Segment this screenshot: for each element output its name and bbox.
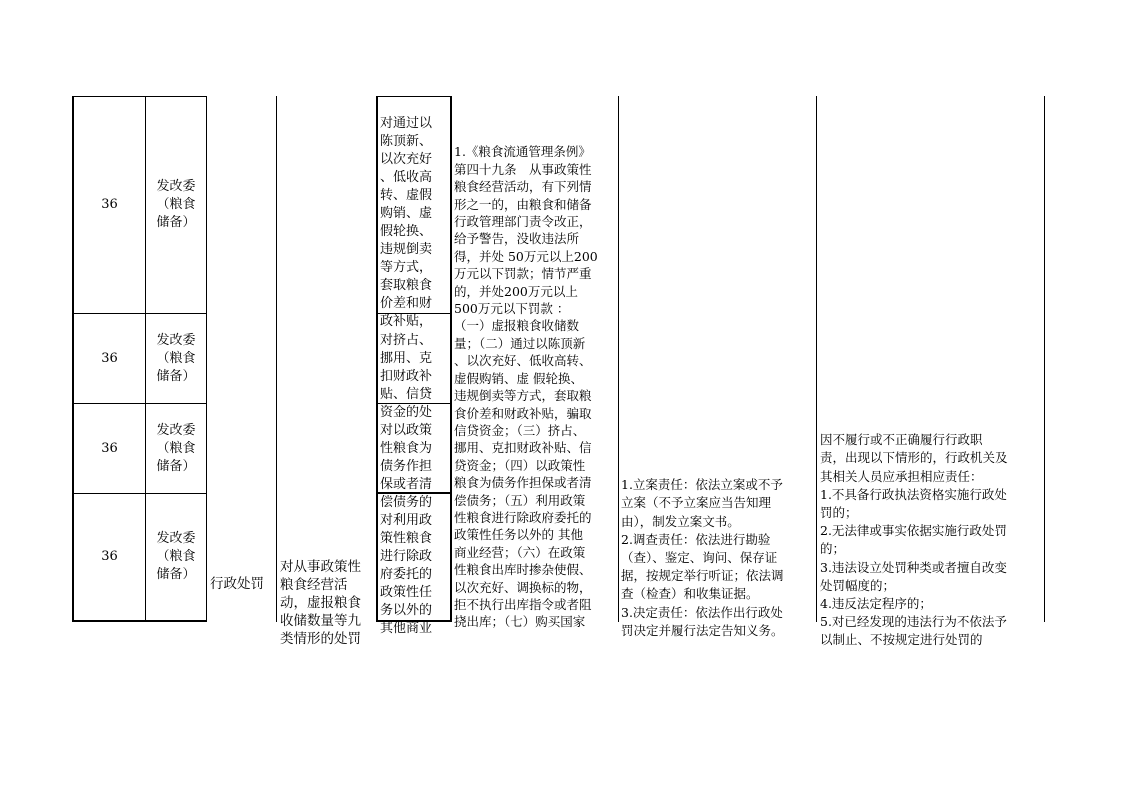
row-1-sub-item: [380, 97, 448, 329]
row-2-department: [146, 314, 206, 403]
row-number-text: 36: [101, 197, 118, 212]
row-1-number: [74, 97, 145, 313]
sub-item-text: 对通过以 陈顶新、 以次充好 、低收高 转、虚假 购销、虚 假轮换、 违规倒卖 等方式， 套取粮食 价差和财 政补贴，: [380, 116, 433, 329]
department-text: 发改委 （粮食 储备）: [156, 332, 196, 384]
row-4-sub-item: [380, 494, 448, 636]
row-number-text: 36: [101, 350, 118, 366]
category-cell: [210, 575, 276, 595]
sub-item-text: 对利用政 策性粮食 进行除政 府委托的 政策性任 务以外的 其他商业: [380, 513, 433, 636]
sub-item-text: 对以政策 性粮食为 债务作担 保或者清 偿债务的: [380, 423, 433, 510]
department-text: 发改委 （粮食 储备）: [156, 422, 196, 474]
accountability-cell: [820, 413, 1044, 648]
row-4-department: [146, 494, 206, 620]
col-divider-dept: [206, 96, 207, 622]
department-text: 发改委 （粮食 储备）: [156, 179, 196, 230]
row-4-number: [74, 494, 145, 620]
accountability-text: 因不履行或不正确履行行政职 责，出现以下情形的，行政机关及 其相关人员应承担相应责任： 1.不具备行政执法资格实施行政处 罚的； 2.无法律或事实依据实施行政处罚 的； 3.违法设立处罚种类或者擅自改变 处罚幅度的； 4.违反法定程序的； 5.对已经发现的违法行为不依法予 以制止、不按规定进行处罚的: [820, 432, 1008, 648]
row-2-sub-item: [380, 314, 448, 420]
legal-basis-cell: [454, 126, 618, 630]
col-divider-resp: [816, 96, 817, 622]
responsibility-cell: [621, 458, 816, 638]
col-divider-category: [276, 96, 277, 622]
category-text: 行政处罚: [210, 576, 264, 592]
row-1-department: [146, 97, 206, 313]
table-bottom-border: [72, 620, 206, 622]
legal-basis-text: 1.《粮食流通管理条例》 第四十九条 从事政策性 粮食经营活动，有下列情 形之一的，由粮食和储备 行政管理部门责令改正， 给予警告，没收违法所 得，并处 50万元以上200 万元以下罚款；情节严重 的，并处200万元以上 500万元以下罚款 ： （一）虚报粮食收储数 量；（二）通过以陈顶新 、以次充好、低收高转、 虚假购销、虚 假轮换、 违规倒卖等方式，套取粮 食价差和财政补贴，骗取 信贷资金；（三）挤占、 挪用、克扣财政补贴、信 贷资金；（四）以政策性 粮食为债务作担保或者清 偿债务；（五）利用政策 性粮食进行除政府委托的 政策性任务以外的 其他 商业经营；（六）在政策 性粮食出库时掺杂使假、 以次充好、调换标的物， 拒不执行出库指令或者阻 挠出库；（七）购买国家: [454, 144, 598, 630]
right-border: [1044, 96, 1045, 622]
item-name-text: 对从事政策性 粮食经营活 动，虚报粮食 收储数量等九 类情形的处罚: [280, 559, 361, 647]
item-name-cell: [280, 540, 375, 647]
row-3-sub-item: [380, 404, 448, 510]
responsibility-text: 1.立案责任：依法立案或不予 立案（不予立案应当告知理 由），制发立案文书。 2.调查责任：依法进行勘验 （查）、鉴定、询问、保存证 据，按规定举行听证；依法调 查（检查）和收集证据。 3.决定责任：依法作出行政处 罚决定并履行法定告知义务。: [621, 477, 784, 638]
row-number-text: 36: [101, 549, 118, 564]
row-3-department: [146, 404, 206, 493]
row-3-number: [74, 404, 145, 493]
row-number-text: 36: [101, 440, 118, 456]
col-divider-basis: [618, 96, 619, 622]
col-divider-item-right: [450, 96, 452, 622]
col-divider-item-left: [376, 96, 378, 622]
department-text: 发改委 （粮食 储备）: [156, 531, 196, 582]
row-2-number: [74, 314, 145, 403]
sub-item-text: 对挤占、 挪用、克 扣财政补 贴、信贷 资金的处: [380, 333, 433, 420]
